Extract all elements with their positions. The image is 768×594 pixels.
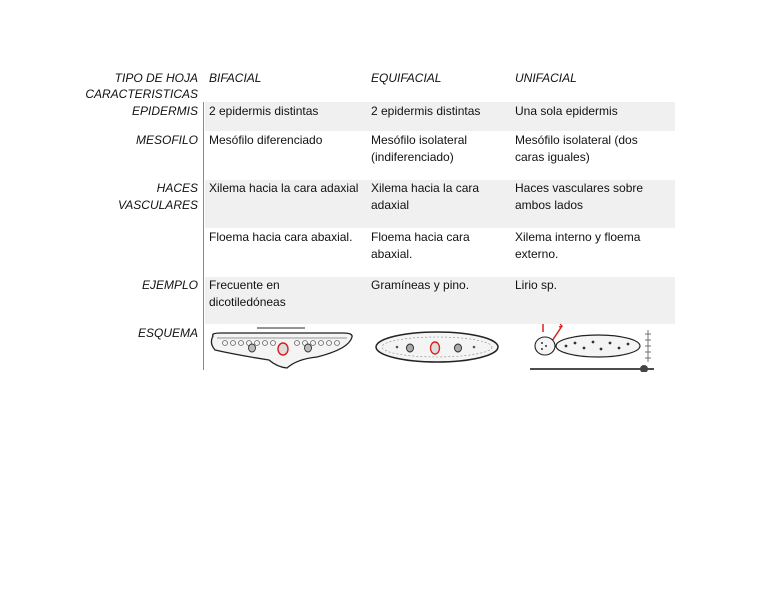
row-label-vasculares: VASCULARES <box>117 198 198 212</box>
row-label-esquema: ESQUEMA <box>137 326 198 340</box>
cell-epidermis-equifacial: 2 epidermis distintas <box>371 104 481 118</box>
cell-ejemplo-equifacial: Gramíneas y pino. <box>371 278 470 292</box>
cell-haces-unifacial: Haces vasculares sobre ambos lados <box>515 181 644 212</box>
row-label-haces: HACES <box>156 181 198 195</box>
cell-haces-bifacial: Xilema hacia la cara adaxial <box>209 181 359 195</box>
column-header-bifacial: BIFACIAL <box>209 71 262 85</box>
cell-mesofilo-bifacial: Mesófilo diferenciado <box>209 133 323 147</box>
cell-mesofilo-unifacial: Mesófilo isolateral (dos caras iguales) <box>515 133 638 164</box>
cell-haces-equifacial: Xilema hacia la cara adaxial <box>371 181 480 212</box>
column-header-equifacial: EQUIFACIAL <box>371 71 442 85</box>
cell-epidermis-unifacial: Una sola epidermis <box>515 104 618 118</box>
cell-ejemplo-unifacial: Lirio sp. <box>515 278 558 292</box>
cell-ejemplo-bifacial: Frecuente en dicotiledóneas <box>209 278 286 309</box>
unifacial-leaf-diagram <box>528 322 656 372</box>
bifacial-leaf-diagram <box>207 323 357 371</box>
cell-mesofilo-equifacial: Mesófilo isolateral (indiferenciado) <box>371 133 468 164</box>
cell-floema-equifacial: Floema hacia cara abaxial. <box>371 230 470 261</box>
corner-label-caracteristicas: CARACTERISTICAS <box>85 87 198 101</box>
column-header-unifacial: UNIFACIAL <box>515 71 577 85</box>
cell-floema-bifacial: Floema hacia cara abaxial. <box>209 230 353 244</box>
row-label-ejemplo: EJEMPLO <box>141 278 198 292</box>
column-divider <box>203 102 204 370</box>
corner-label-tipo: TIPO DE HOJA <box>114 71 198 85</box>
row-label-mesofilo: MESOFILO <box>135 133 198 147</box>
cell-floema-unifacial: Xilema interno y floema externo. <box>515 230 641 261</box>
equifacial-leaf-diagram <box>372 328 502 368</box>
cell-epidermis-bifacial: 2 epidermis distintas <box>209 104 319 118</box>
row-label-epidermis: EPIDERMIS <box>131 104 198 118</box>
